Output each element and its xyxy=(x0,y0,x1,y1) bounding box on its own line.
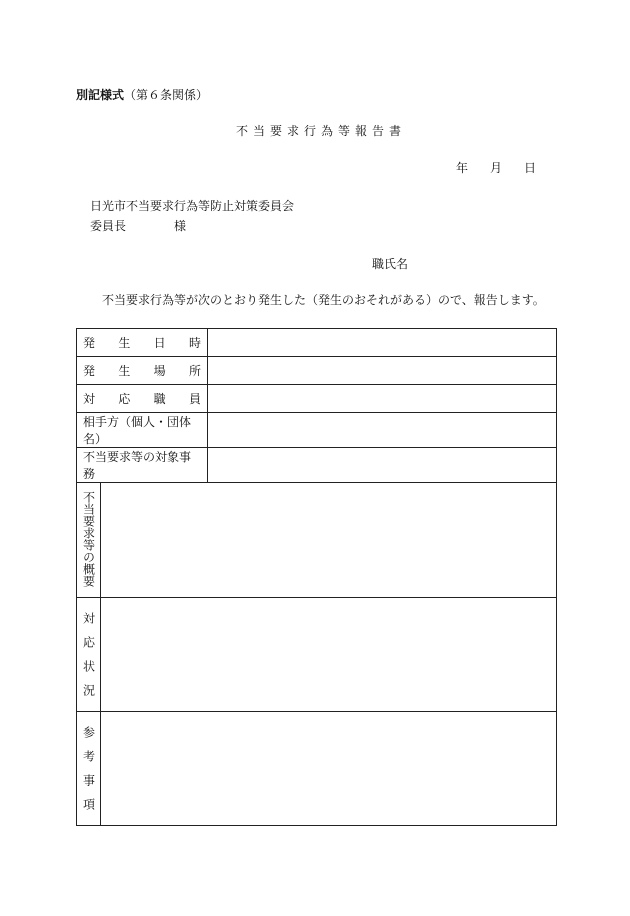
summary-field[interactable] xyxy=(101,483,557,598)
table-row xyxy=(77,329,557,357)
reference-notes-label-cell xyxy=(77,712,101,826)
form-label-article: （第６条関係） xyxy=(124,88,209,102)
counterparty-field[interactable] xyxy=(208,413,557,448)
occurrence-place-label: 発生場所 xyxy=(77,357,208,385)
summary-label: 不当要求等の概要 xyxy=(81,491,96,587)
day-label: 日 xyxy=(524,161,537,175)
occurrence-place-field[interactable] xyxy=(208,357,557,385)
table-row xyxy=(77,385,557,413)
responding-staff-label: 対応職員 xyxy=(77,385,208,413)
report-table xyxy=(76,328,557,826)
addressee: 日光市不当要求行為等防止対策委員会 xyxy=(90,199,295,213)
summary-label-cell xyxy=(77,483,101,598)
response-status-field[interactable] xyxy=(101,598,557,712)
table-row xyxy=(77,712,557,826)
reporter-name-label: 職氏名 xyxy=(372,257,409,271)
occurrence-datetime-label: 発生日時 xyxy=(77,329,208,357)
month-label: 月 xyxy=(490,161,503,175)
chair-honorific: 様 xyxy=(174,219,187,233)
target-affairs-field[interactable] xyxy=(208,448,557,483)
year-label: 年 xyxy=(456,161,469,175)
chair-title: 委員長 xyxy=(90,219,127,233)
table-row xyxy=(77,413,557,448)
table-row xyxy=(77,448,557,483)
responding-staff-field[interactable] xyxy=(208,385,557,413)
occurrence-datetime-field[interactable] xyxy=(208,329,557,357)
response-status-label: 対応状況 xyxy=(81,612,96,708)
document-title: 不当要求行為等報告書 xyxy=(236,124,407,138)
target-affairs-label: 不当要求等の対象事務 xyxy=(77,448,208,483)
counterparty-label: 相手方（個人・団体名） xyxy=(77,413,208,448)
reference-notes-label: 参考事項 xyxy=(81,726,96,822)
form-number-label xyxy=(76,86,208,103)
table-row xyxy=(77,483,557,598)
date-line xyxy=(456,159,536,176)
table-row xyxy=(77,357,557,385)
response-status-label-cell xyxy=(77,598,101,712)
table-row xyxy=(77,598,557,712)
form-label-bold: 別記様式 xyxy=(76,88,125,102)
reference-notes-field[interactable] xyxy=(101,712,557,826)
intro-text: 不当要求行為等が次のとおり発生した（発生のおそれがある）ので、報告します。 xyxy=(102,293,545,307)
chair-line xyxy=(90,217,186,234)
